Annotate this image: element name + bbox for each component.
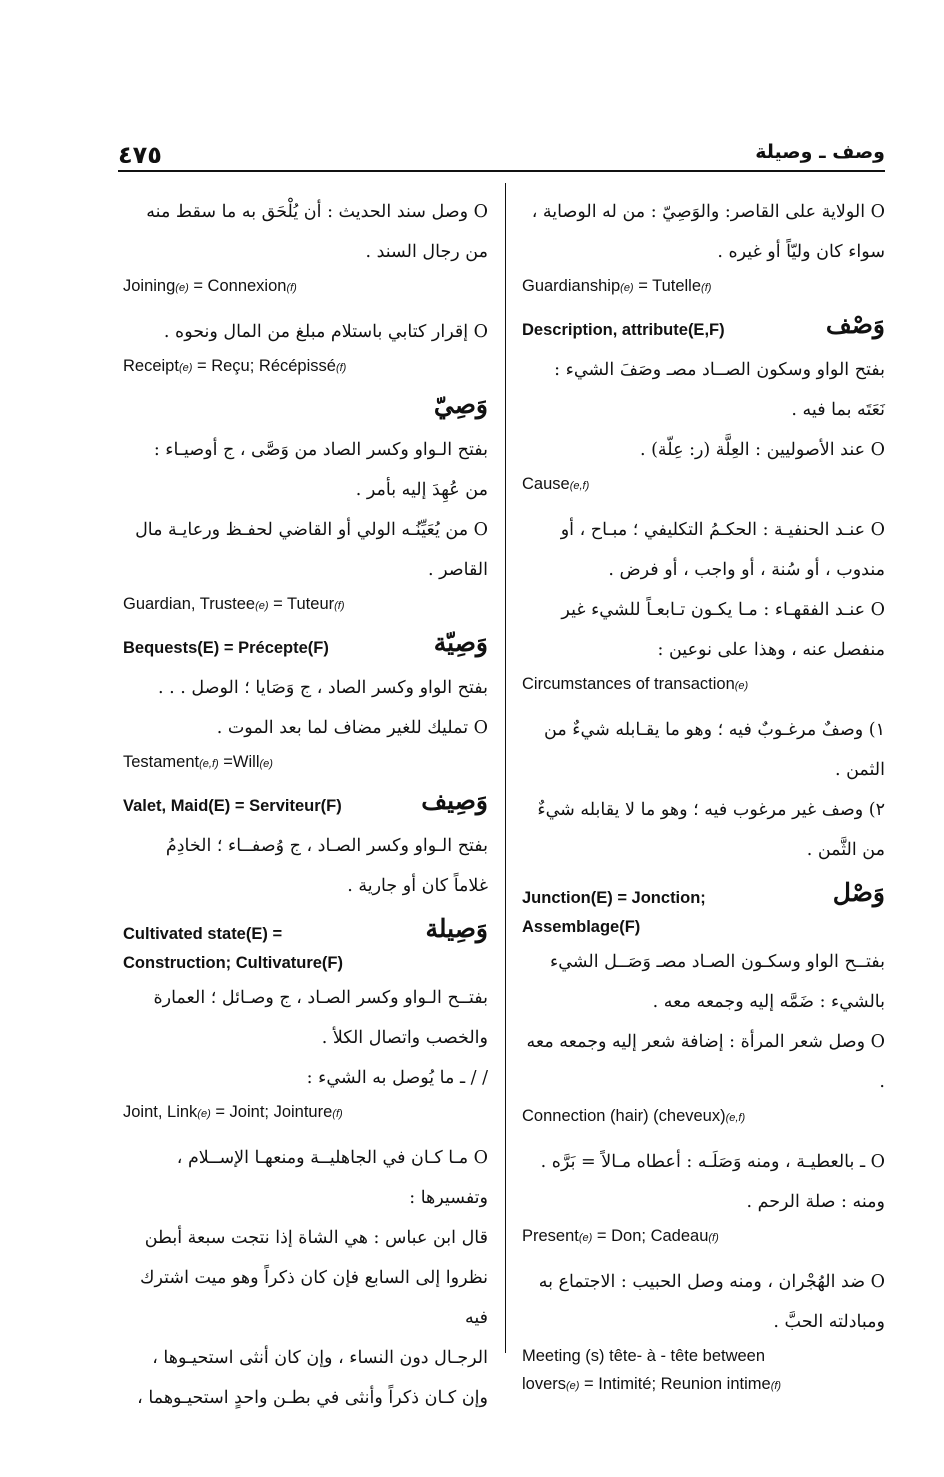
left-column (123, 192, 488, 1418)
headword: وَصِيّة (433, 628, 488, 657)
arabic-line: من عُهِدَ إليه بأمر . (355, 480, 488, 500)
english-equivalent: Cause(e,f) (522, 475, 590, 493)
entry-heading-wasi (123, 390, 488, 430)
arabic-line: بفتح الواو وسكون الصــاد مصـ وصَفَ الشيء : (554, 360, 885, 380)
arabic-line: بفتح الواو وكسر الصاد ، ج وَصَايا ؛ الوصل . . . (158, 678, 488, 698)
arabic-line: بفتح الـواو وكسر الصاد من وَصَّى ، ج أوصيـاء : (153, 440, 488, 460)
arabic-line: ومنه : صلة الرحم . (746, 1192, 885, 1212)
headword-translation: Description, attribute(E,F) (522, 321, 725, 339)
guide-words: وصف ـ وصيلة (755, 141, 885, 163)
arabic-line: O ـ بالعطيـة ، ومنه وَصَلَـه : أعطاه مـالاً = بَرَّه . (540, 1152, 885, 1172)
headword: وَصِيّ (433, 390, 488, 419)
arabic-line: قال ابن عباس : هي الشاة إذا نتجت سبعة أبطن (144, 1228, 488, 1248)
arabic-line: وإن كـان ذكراً وأنثى في بطـن واحدٍ استحيـوهما ، (137, 1388, 488, 1408)
entry-heading-wasl (522, 878, 885, 942)
arabic-line: ومبادلته الحبَّ . (773, 1312, 885, 1332)
arabic-line: بفتح الـواو وكسر الصـاد ، ج وُصفــاء ؛ الخادِمُ (165, 836, 488, 856)
entry-heading-wasif (123, 786, 488, 826)
arabic-line: القاصر . (427, 560, 488, 580)
entry-heading-wasiyya (123, 628, 488, 668)
arabic-line: والخصب واتصال الكلأ . (321, 1028, 488, 1048)
arabic-line: O وصل سند الحديث : أن يُلْحَق به ما سقط منه (146, 202, 488, 222)
headword-translation: Valet, Maid(E) = Serviteur(F) (123, 797, 342, 815)
arabic-line: الثمن . (834, 760, 885, 780)
arabic-line: O عنـد الحنفيـة : الحكـمُ التكليفي ؛ مبـاح ، أو (560, 520, 885, 540)
page-number: ٤٧٥ (118, 141, 162, 169)
right-column (522, 192, 885, 1410)
english-equivalent: Present(e) = Don; Cadeau(f) (522, 1227, 719, 1245)
headword: وَصْف (825, 310, 885, 339)
arabic-line: من الثَّمن . (806, 840, 885, 860)
arabic-line: بالشيء : ضَمَّه إليه وجمعه معه . (652, 992, 885, 1012)
headword-translation: Junction(E) = Jonction; Assemblage(F) (522, 889, 706, 936)
column-divider (505, 183, 506, 1353)
english-equivalent: Guardianship(e) = Tutelle(f) (522, 277, 712, 295)
english-equivalent: Testament(e,f) =Will(e) (123, 753, 273, 771)
english-equivalent: Receipt(e) = Reçu; Récépissé(f) (123, 357, 347, 375)
headword-translation: Bequests(E) = Précepte(F) (123, 639, 329, 657)
arabic-line: O الولاية على القاصر: والوَصِيّ : من له الوصاية ، (531, 202, 885, 222)
arabic-line: O عند الأصوليين : العِلَّة (ر: عِلّة) . (639, 440, 885, 460)
arabic-line: / / ـ ما يُوصل به الشيء : (306, 1068, 488, 1088)
english-equivalent: Guardian, Trustee(e) = Tuteur(f) (123, 595, 345, 613)
headword: وَصْل (832, 878, 885, 907)
arabic-line: من رجال السند . (365, 242, 488, 262)
headword-translation: Cultivated state(E) = Construction; Cultivature(F) (123, 925, 343, 972)
english-equivalent: Meeting (s) tête- à - tête between lovers(e) = Intimité; Reunion intime(f) (522, 1347, 782, 1393)
english-equivalent: Connection (hair) (cheveux)(e,f) (522, 1107, 746, 1125)
arabic-line: وتفسيرها : (409, 1188, 488, 1208)
english-equivalent: Circumstances of transaction(e) (522, 675, 749, 693)
arabic-line: الرجـال دون النساء ، وإن كان أنثى استحيـوها ، (152, 1348, 488, 1368)
page-header (118, 137, 885, 171)
arabic-line: منفصل عنه ، وهذا على نوعين : (657, 640, 885, 660)
arabic-line: O إقرار كتابي باستلام مبلغ من المال ونحوه . (163, 322, 488, 342)
english-equivalent: Joining(e) = Connexion(f) (123, 277, 297, 295)
english-equivalent: Joint, Link(e) = Joint; Jointure(f) (123, 1103, 343, 1121)
arabic-line: بفتــح الـواو وكسر الصـاد ، ج وصـائل ؛ العمارة (153, 988, 488, 1008)
arabic-line: O عنـد الفقهـاء : مـا يكـون تـابعـاً للشيء غير (561, 600, 885, 620)
arabic-line: O تمليك للغير مضاف لما بعد الموت . (216, 718, 488, 738)
arabic-line: O مـا كـان في الجاهليــة ومنعهـا الإســلام ، (176, 1148, 488, 1168)
arabic-line: ١) وصفٌ مرغـوبٌ فيه ؛ وهو ما يقـابله شيءٌ من (544, 720, 885, 740)
header-rule (118, 170, 885, 172)
arabic-line: سواء كان وليّاً أو غيره . (717, 242, 885, 262)
arabic-line: O ضد الهُجْران ، ومنه وصل الحبيب : الاجتماع به (538, 1272, 885, 1292)
arabic-line: ٢) وصف غير مرغوب فيه ؛ وهو ما لا يقابله شيءٌ (537, 800, 885, 820)
arabic-line: مندوب ، أو سُنة ، أو واجب ، أو فرض . (608, 560, 885, 580)
arabic-line: غلاماً كان أو جارية . (347, 876, 488, 896)
entry-heading-wasf (522, 310, 885, 350)
arabic-line: نَعَتَه بما فيه . (791, 400, 885, 420)
arabic-line: O وصل شعر المرأة : إضافة شعر إليه وجمعه معه . (526, 1032, 885, 1092)
arabic-line: O من يُعَيِّنُـه الولي أو القاضي لحفـظ ورعايـة مال (135, 520, 488, 540)
arabic-line: بفتــح الواو وسكـون الصـاد مصـ وَصَــل الشيء (549, 952, 885, 972)
entry-heading-wasila (123, 914, 488, 978)
headword: وَصِيف (421, 786, 488, 815)
headword: وَصِيلة (425, 914, 488, 943)
arabic-line: نظروا إلى السابع فإن كان ذكراً وهو ميت اشترك فيه (140, 1268, 488, 1328)
